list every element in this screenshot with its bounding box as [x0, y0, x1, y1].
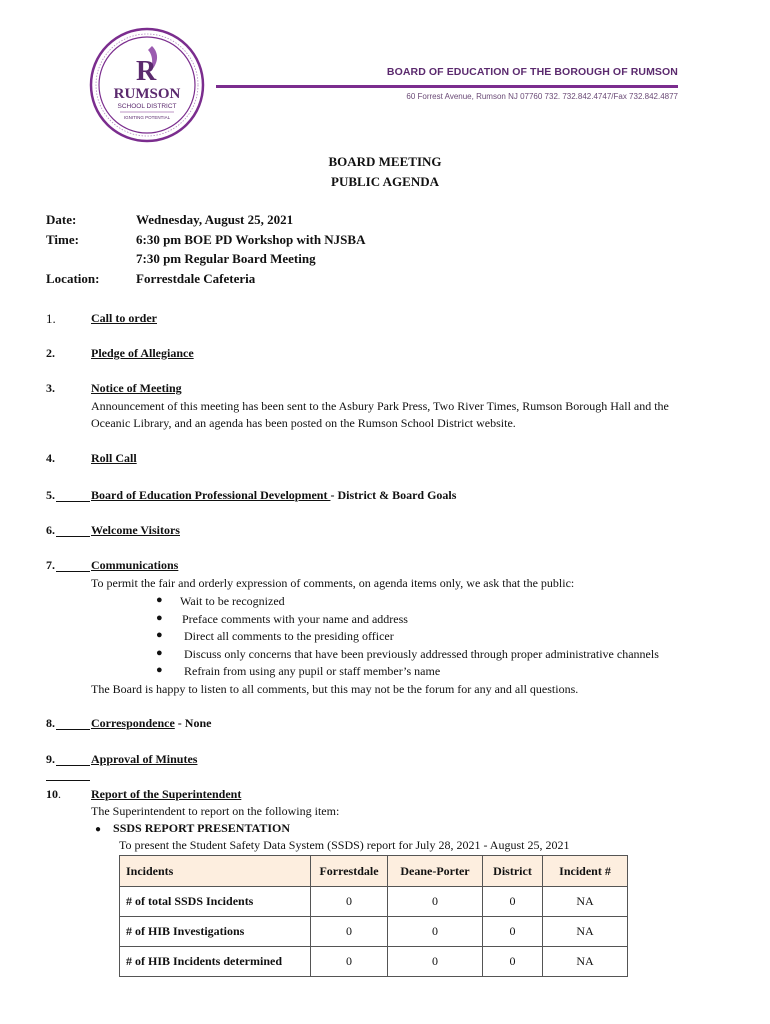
svg-text:RUMSON: RUMSON [113, 86, 181, 102]
board-name: BOARD OF EDUCATION OF THE BOROUGH OF RUMSON [386, 66, 678, 78]
board-address: 60 Forrest Avenue, Rumson NJ 07760 732. 732.842.4747/Fax 732.842.4877 [406, 92, 678, 101]
item-10-leader [46, 780, 90, 781]
bullet-icon: ● [95, 824, 102, 835]
doc-title: BOARD MEETING [328, 154, 442, 169]
table-cell: 0 [311, 917, 388, 947]
item-7-title: Communications [91, 558, 179, 572]
table-cell: 0 [483, 947, 543, 977]
public-comment-rules-list [150, 594, 659, 682]
svg-text:SCHOOL DISTRICT: SCHOOL DISTRICT [117, 103, 177, 110]
ssds-report-table [119, 855, 628, 977]
column-header-incidents: Incidents [120, 856, 311, 887]
item-10-intro: The Superintendent to report on the following item: [91, 804, 340, 818]
item-7-closing: The Board is happy to listen to all comments, but this may not be the forum for any and all questions. [91, 682, 579, 696]
item-8-title: Correspondence [91, 716, 175, 730]
table-cell: # of total SSDS Incidents [120, 887, 311, 917]
list-item: ● Preface comments with your name and address [156, 611, 408, 626]
table-cell: NA [543, 887, 628, 917]
item-8-line [91, 716, 211, 731]
time-label: Time: [46, 232, 79, 247]
time-value-2: 7:30 pm Regular Board Meeting [136, 251, 316, 266]
bullet-icon: ● [156, 611, 163, 624]
item-10-title: Report of the Superintendent [91, 787, 242, 801]
item-4-title: Roll Call [91, 451, 137, 465]
list-item: ● Direct all comments to the presiding officer [156, 629, 394, 643]
ssds-subheading: ● SSDS REPORT PRESENTATION [95, 821, 291, 835]
date-label: Date: [46, 212, 77, 227]
item-2-number: 2. [46, 346, 55, 360]
list-item: ● Wait to be recognized [156, 594, 285, 608]
item-1-number: 1. [46, 311, 56, 326]
item-5-line [91, 488, 456, 503]
item-7-number: 7. [46, 558, 55, 572]
table-cell: 0 [388, 887, 483, 917]
item-6-leader [56, 536, 90, 537]
svg-text:IGNITING POTENTIAL: IGNITING POTENTIAL [123, 115, 171, 120]
item-9-leader [56, 765, 90, 766]
item-3-body-line-1: Announcement of this meeting has been sent to the Asbury Park Press, Two River Times, Rumson Borough Hall and the [91, 399, 669, 413]
table-row [120, 917, 628, 947]
bullet-icon: ● [156, 664, 163, 676]
item-4-number: 4. [46, 451, 55, 465]
item-9-number: 9. [46, 752, 55, 766]
table-header-row [120, 856, 628, 887]
item-7-leader [56, 571, 90, 572]
ssds-intro: To present the Student Safety Data System (SSDS) report for July 28, 2021 - August 25, 2021 [119, 838, 570, 852]
column-header-incident-number: Incident # [543, 856, 628, 887]
time-value-1: 6:30 pm BOE PD Workshop with NJSBA [136, 232, 366, 247]
column-header-deane-porter: Deane-Porter [388, 856, 483, 887]
item-3-number: 3. [46, 381, 55, 395]
item-2-title: Pledge of Allegiance [91, 346, 194, 360]
item-3-body-line-2: Oceanic Library, and an agenda has been posted on the Rumson School District website. [91, 416, 516, 430]
column-header-district: District [483, 856, 543, 887]
location-label: Location: [46, 271, 100, 286]
table-cell: 0 [483, 917, 543, 947]
column-header-forrestdale: Forrestdale [311, 856, 388, 887]
item-5-leader [56, 501, 90, 502]
table-row [120, 887, 628, 917]
item-8-suffix: - None [174, 716, 212, 730]
date-value: Wednesday, August 25, 2021 [136, 212, 294, 227]
doc-subtitle: PUBLIC AGENDA [331, 174, 439, 189]
svg-text:R: R [136, 56, 157, 87]
table-cell: 0 [388, 917, 483, 947]
bullet-icon: ● [156, 629, 163, 641]
location-value: Forrestdale Cafeteria [136, 271, 256, 286]
table-cell: # of HIB Incidents determined [120, 947, 311, 977]
bullet-icon: ● [156, 594, 163, 606]
item-10-number: 10. [46, 787, 61, 801]
item-6-number: 6. [46, 523, 55, 537]
table-cell: 0 [311, 947, 388, 977]
item-5-suffix: - District & Board Goals [330, 488, 457, 502]
list-item: ● Refrain from using any pupil or staff member’s name [156, 664, 441, 678]
header-divider [216, 85, 678, 88]
item-5-number: 5. [46, 488, 55, 502]
table-cell: NA [543, 947, 628, 977]
item-1-title: Call to order [91, 311, 157, 325]
item-7-intro: To permit the fair and orderly expression of comments, on agenda items only, we ask that the public: [91, 576, 575, 590]
table-cell: NA [543, 917, 628, 947]
item-3-title: Notice of Meeting [91, 381, 182, 395]
bullet-icon: ● [156, 646, 163, 659]
item-6-title: Welcome Visitors [91, 523, 180, 537]
table-cell: # of HIB Investigations [120, 917, 311, 947]
table-row [120, 947, 628, 977]
table-cell: 0 [483, 887, 543, 917]
item-9-title: Approval of Minutes [91, 752, 198, 766]
table-cell: 0 [388, 947, 483, 977]
list-item: ● Discuss only concerns that have been previously addressed through proper administrative channels [156, 646, 659, 661]
rumson-school-district-logo [88, 26, 206, 144]
item-5-title: Board of Education Professional Development [91, 488, 331, 502]
table-cell: 0 [311, 887, 388, 917]
item-8-leader [56, 729, 90, 730]
item-8-number: 8. [46, 716, 55, 730]
